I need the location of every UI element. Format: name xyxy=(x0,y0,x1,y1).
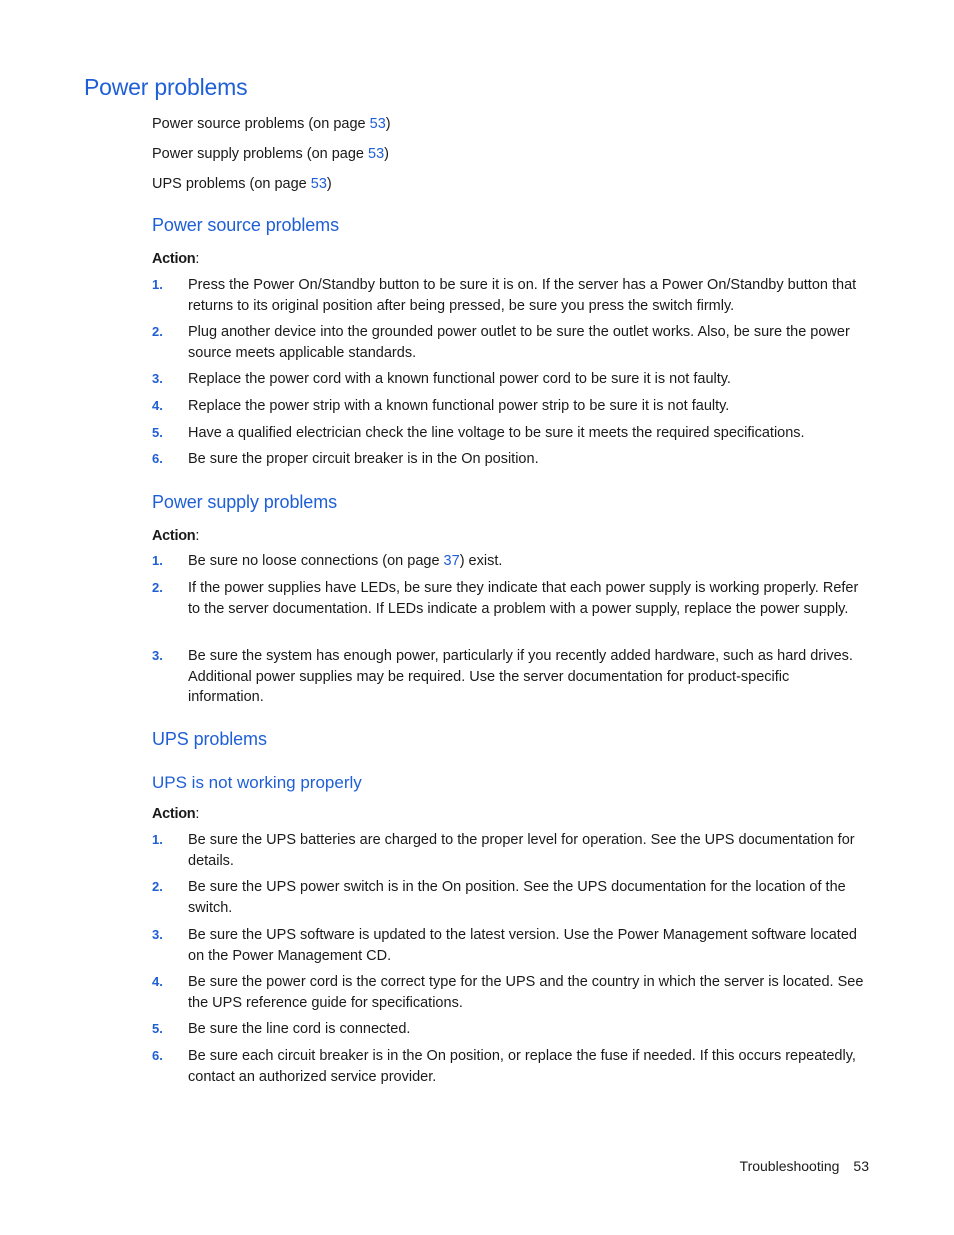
step-number: 1. xyxy=(152,832,163,847)
toc-entry-power-source xyxy=(152,114,391,134)
step-text: Be sure the UPS batteries are charged to the proper level for operation. See the UPS documentation for details. xyxy=(188,832,855,869)
list-item xyxy=(152,551,872,572)
list-item xyxy=(152,322,872,363)
toc-entry-text: Power supply problems (on page xyxy=(152,146,369,162)
footer-section: Troubleshooting xyxy=(739,1158,840,1174)
action-label xyxy=(152,249,199,269)
toc-page-link[interactable]: 53 xyxy=(368,146,385,162)
list-item xyxy=(152,275,872,316)
step-text: Be sure the line cord is connected. xyxy=(188,1021,411,1037)
step-number: 5. xyxy=(152,1021,163,1036)
action-label-text: Action xyxy=(152,528,196,544)
list-item xyxy=(152,646,872,708)
step-number: 4. xyxy=(152,398,163,413)
list-item xyxy=(152,1019,872,1040)
list-item xyxy=(152,423,872,444)
step-text-post: ) exist. xyxy=(459,553,503,569)
list-item xyxy=(152,877,872,918)
step-text: Have a qualified electrician check the line voltage to be sure it meets the required specifications. xyxy=(188,425,805,441)
step-text: Press the Power On/Standby button to be sure it is on. If the server has a Power On/Standby button that returns to its original position after being pressed, be sure you press the switch firmly. xyxy=(188,277,857,314)
section-heading-power-source: Power source problems xyxy=(152,215,339,235)
toc-page-link[interactable]: 53 xyxy=(369,116,386,132)
footer-page-number: 53 xyxy=(853,1158,869,1174)
action-colon: : xyxy=(195,528,200,544)
step-text: Be sure the system has enough power, particularly if you recently added hardware, such as hard drives. Additional power supplies may be required. Use the server documentation for product-specific information. xyxy=(188,648,853,705)
toc-entry-text: Power source problems (on page xyxy=(152,116,370,132)
step-number: 6. xyxy=(152,1048,163,1063)
list-item xyxy=(152,449,872,470)
list-item xyxy=(152,925,872,966)
toc-entry-close: ) xyxy=(385,116,391,132)
step-number: 2. xyxy=(152,879,163,894)
step-number: 6. xyxy=(152,451,163,466)
step-number: 3. xyxy=(152,371,163,386)
step-number: 1. xyxy=(152,277,163,292)
toc-entry-power-supply xyxy=(152,144,389,164)
action-label-text: Action xyxy=(152,806,196,822)
page-footer xyxy=(740,1158,869,1174)
list-item xyxy=(152,396,872,417)
step-text: Plug another device into the grounded power outlet to be sure the outlet works. Also, be sure the power source meets applicable standards. xyxy=(188,324,850,361)
step-number: 5. xyxy=(152,425,163,440)
step-text: Replace the power cord with a known functional power cord to be sure it is not faulty. xyxy=(188,371,731,387)
action-label-text: Action xyxy=(152,251,196,267)
toc-entry-text: UPS problems (on page xyxy=(152,176,311,192)
section-heading-ups: UPS problems xyxy=(152,729,267,749)
toc-entry-close: ) xyxy=(326,176,332,192)
list-item xyxy=(152,972,872,1013)
step-number: 3. xyxy=(152,927,163,942)
list-item xyxy=(152,578,872,619)
step-number: 2. xyxy=(152,580,163,595)
step-text: Be sure the power cord is the correct type for the UPS and the country in which the server is located. See the UPS reference guide for specifications. xyxy=(188,974,864,1011)
step-text: Be sure the UPS power switch is in the On position. See the UPS documentation for the location of the switch. xyxy=(188,879,846,916)
step-number: 4. xyxy=(152,974,163,989)
page-link[interactable]: 37 xyxy=(443,553,460,569)
step-number: 3. xyxy=(152,648,163,663)
step-text-pre: Be sure no loose connections (on page xyxy=(188,553,444,569)
toc-entry-ups xyxy=(152,174,332,194)
subsection-heading-ups-not-working: UPS is not working properly xyxy=(152,773,362,792)
toc-entry-close: ) xyxy=(384,146,389,162)
list-item xyxy=(152,369,872,390)
step-number: 1. xyxy=(152,553,163,568)
list-item xyxy=(152,1046,872,1087)
action-label xyxy=(152,526,199,546)
toc-page-link[interactable]: 53 xyxy=(310,176,327,192)
step-text: Be sure each circuit breaker is in the On position, or replace the fuse if needed. If this occurs repeatedly, contact an authorized service provider. xyxy=(188,1048,856,1085)
step-text: Be sure the UPS software is updated to the latest version. Use the Power Management software located on the Power Management CD. xyxy=(188,927,857,964)
action-colon: : xyxy=(195,806,200,822)
step-number: 2. xyxy=(152,324,163,339)
action-colon: : xyxy=(195,251,200,267)
action-label xyxy=(152,804,199,824)
list-item xyxy=(152,830,872,871)
step-text: Be sure the proper circuit breaker is in the On position. xyxy=(188,451,539,467)
section-heading-power-supply: Power supply problems xyxy=(152,492,337,512)
page-title: Power problems xyxy=(84,74,248,100)
step-text xyxy=(188,551,868,572)
step-text: If the power supplies have LEDs, be sure they indicate that each power supply is working properly. Refer to the server documentation. If LEDs indicate a problem with a power supply, replace the power supply. xyxy=(188,580,859,617)
step-text: Replace the power strip with a known functional power strip to be sure it is not faulty. xyxy=(188,398,730,414)
